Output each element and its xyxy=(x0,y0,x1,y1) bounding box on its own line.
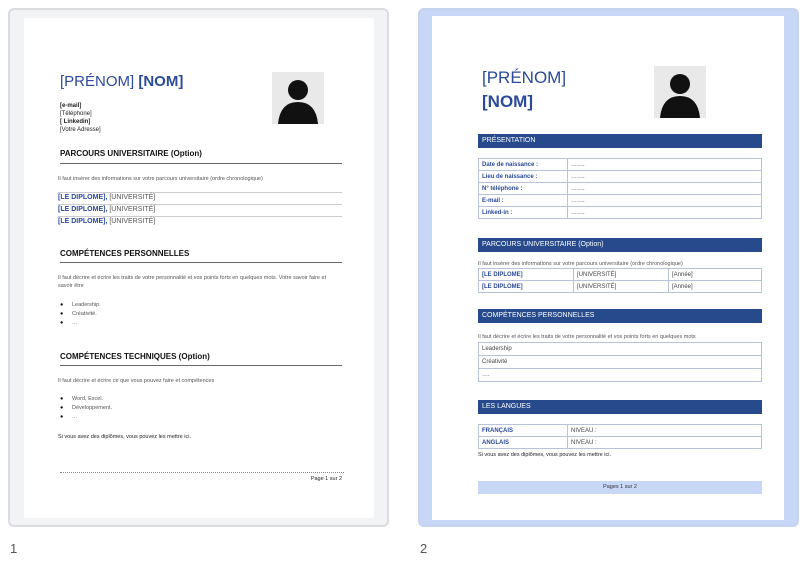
skills-intro: Il faut décrire et écrire les traits de votre personnalité et vos points forts en quelques mots xyxy=(478,334,696,340)
presentation-title: PRÉSENTATION xyxy=(478,134,762,148)
diploma-note: Si vous avez des diplômes, vous pouvez les mettre ici. xyxy=(58,434,191,440)
education-title: PARCOURS UNIVERSITAIRE (Option) xyxy=(478,238,762,252)
profile-photo xyxy=(654,66,706,118)
languages-title: LES LANGUES xyxy=(478,400,762,414)
cv-last-name: [NOM] xyxy=(482,92,533,111)
cv-name: [PRÉNOM] [NOM] xyxy=(60,73,184,90)
languages-table: FRANÇAIS NIVEAU : ANGLAIS NIVEAU : xyxy=(478,424,762,449)
page-footer: Pages 1 sur 2 xyxy=(478,481,762,494)
education-table: [LE DIPLOME] [UNIVERSITÉ] [Année] [LE DIPLOME] [UNIVERSITÉ] [Année] xyxy=(478,268,762,293)
page-footer: Page 1 sur 2 xyxy=(60,472,344,473)
page-number-label-1: 1 xyxy=(10,541,18,556)
tech-intro: Il faut décrire et écrire ce que vous pouvez faire et compétences xyxy=(58,378,215,384)
page-preview-1 xyxy=(24,18,374,518)
presentation-table: Date de naissance : ……. Lieu de naissance : ……. N° téléphone : ……. E-mail : ……. Linked-in : ……. xyxy=(478,158,762,219)
tech-title: COMPÉTENCES TECHNIQUES (Option) xyxy=(60,352,210,361)
diploma-row: [LE DIPLOME], [UNIVERSITÉ] xyxy=(58,204,342,215)
skills-title: COMPÉTENCES PERSONNELLES xyxy=(478,309,762,323)
skills-intro: Il faut décrire et écrire les traits de votre personnalité et vos points forts en quelques mots. Votre savoir faire et savoir être xyxy=(58,275,327,289)
cv-first-name: [PRÉNOM] xyxy=(482,68,567,87)
skills-title: COMPÉTENCES PERSONNELLES xyxy=(60,249,190,258)
education-intro: Il faut insérer des informations sur votre parcours universitaire (ordre chronologique) xyxy=(478,261,683,267)
diploma-row: [LE DIPLOME], [UNIVERSITÉ] xyxy=(58,192,342,203)
diploma-note: Si vous avez des diplômes, vous pouvez les mettre ici. xyxy=(478,452,611,458)
page-thumbnail-2[interactable] xyxy=(418,8,799,527)
page-preview-2 xyxy=(432,16,784,520)
profile-photo xyxy=(272,72,324,124)
diploma-row: [LE DIPLOME], [UNIVERSITÉ] xyxy=(58,216,342,227)
page-number-label-2: 2 xyxy=(420,541,428,556)
skills-table: Leadership Créativité …. xyxy=(478,342,762,382)
education-title: PARCOURS UNIVERSITAIRE (Option) xyxy=(60,149,202,158)
education-intro: Il faut insérer des informations sur votre parcours universitaire (ordre chronologique) xyxy=(58,176,263,182)
contact-block: [e-mail] [Téléphone] [ Linkedin] [Votre Adresse] xyxy=(60,103,101,133)
divider xyxy=(60,262,342,263)
tech-list: ● Word, Excel. ● Développement. ● … xyxy=(60,396,113,420)
divider xyxy=(60,365,342,366)
skills-list: ● Leadership. ● Créativité. ● … xyxy=(60,302,101,326)
page-thumbnail-1[interactable] xyxy=(8,8,389,527)
divider xyxy=(60,163,342,164)
